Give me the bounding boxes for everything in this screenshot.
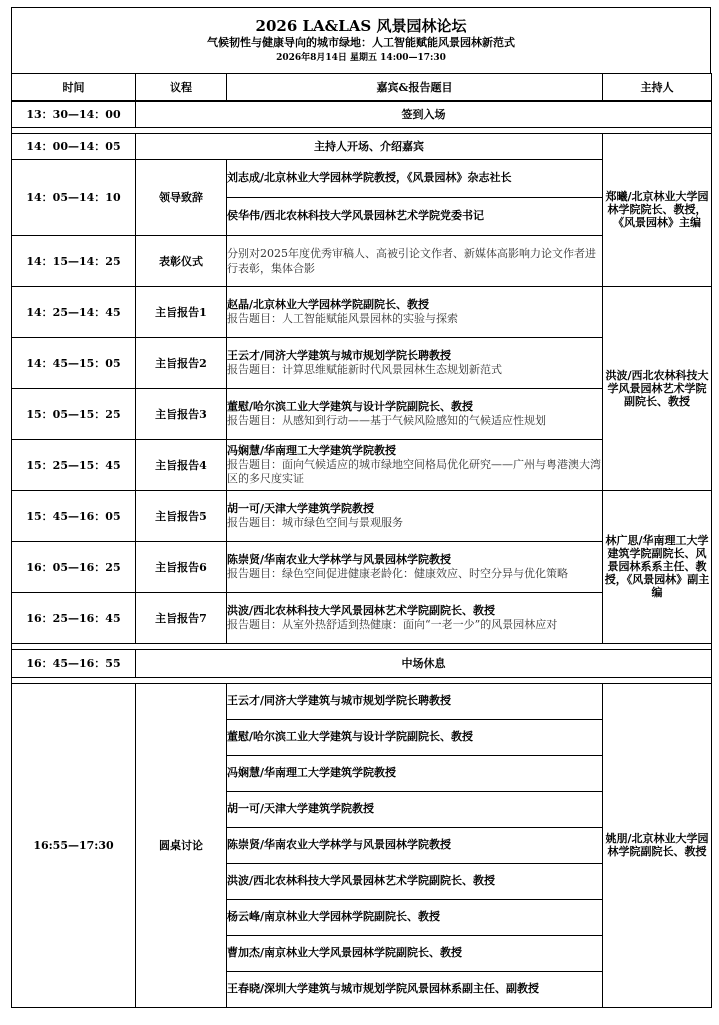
column-header-time: 时间 — [12, 74, 136, 102]
time-cell: 14：25—14：45 — [12, 286, 136, 337]
report-topic: 报告题目：面向气候适应的城市绿地空间格局优化研究——广州与粤港澳大湾区的多尺度实证 — [227, 457, 601, 485]
guest-name: 胡一可/天津大学建筑学院教授 — [227, 802, 375, 815]
agenda-cell: 主旨报告6 — [136, 541, 227, 592]
table-row — [12, 286, 712, 337]
table-row — [12, 133, 712, 159]
time-cell: 16:55—17:30 — [12, 683, 136, 1007]
schedule-table — [11, 73, 712, 1008]
checkin-cell: 签到入场 — [136, 101, 712, 127]
guest-name: 曹加杰/南京林业大学风景园林学院副院长、教授 — [227, 946, 463, 959]
forum-datetime: 2026年8月14日 星期五 14:00—17:30 — [276, 53, 446, 63]
table-row — [12, 649, 712, 677]
forum-subtitle: 气候韧性与健康导向的城市绿地：人工智能赋能风景园林新范式 — [207, 36, 515, 49]
guest-cell — [227, 863, 603, 899]
guest-cell — [227, 439, 603, 490]
guest-cell — [227, 683, 603, 719]
time-cell: 15：25—15：45 — [12, 439, 136, 490]
table-row — [12, 101, 712, 127]
column-header-host: 主持人 — [603, 74, 712, 102]
guest-cell — [227, 337, 603, 388]
agenda-cell: 主旨报告3 — [136, 388, 227, 439]
guest-cell — [227, 388, 603, 439]
time-cell: 16：05—16：25 — [12, 541, 136, 592]
time-cell: 13：30—14：00 — [12, 101, 136, 127]
guest-name: 侯华伟/西北农林科技大学风景园林艺术学院党委书记 — [227, 209, 485, 222]
guest-name: 胡一可/天津大学建筑学院教授 — [227, 501, 375, 515]
guest-cell — [227, 719, 603, 755]
break-cell: 中场休息 — [136, 649, 712, 677]
award-description: 分别对2025年度优秀审稿人、高被引论文作者、新媒体高影响力论文作者进行表彰，集体合影 — [227, 246, 596, 275]
guest-name: 冯娴慧/华南理工大学建筑学院教授 — [227, 766, 397, 779]
time-cell: 16：25—16：45 — [12, 592, 136, 643]
agenda-cell: 表彰仪式 — [136, 235, 227, 286]
host-cell: 洪波/西北农林科技大学风景园林艺术学院副院长、教授 — [603, 286, 712, 490]
time-cell: 15：45—16：05 — [12, 490, 136, 541]
agenda-cell: 主旨报告1 — [136, 286, 227, 337]
host-cell: 姚朋/北京林业大学园林学院副院长、教授 — [603, 683, 712, 1007]
report-topic: 报告题目：从室外热舒适到热健康：面向“一老一少”的风景园林应对 — [227, 617, 558, 631]
table-row — [12, 683, 712, 719]
guest-cell — [227, 935, 603, 971]
host-cell: 林广思/华南理工大学建筑学院副院长、风景园林系系主任、教授，《风景园林》副主编 — [603, 490, 712, 643]
guest-name: 王春晓/深圳大学建筑与城市规划学院风景园林系副主任、副教授 — [227, 982, 540, 995]
column-header-guest: 嘉宾&报告题目 — [227, 74, 603, 102]
guest-name: 冯娴慧/华南理工大学建筑学院教授 — [227, 443, 397, 457]
report-topic: 报告题目：人工智能赋能风景园林的实验与探索 — [227, 311, 458, 325]
agenda-cell: 主旨报告5 — [136, 490, 227, 541]
guest-cell — [227, 286, 603, 337]
guest-name: 洪波/西北农林科技大学风景园林艺术学院副院长、教授 — [227, 603, 496, 617]
guest-name: 董慰/哈尔滨工业大学建筑与设计学院副院长、教授 — [227, 399, 474, 413]
report-topic: 报告题目：从感知到行动——基于气候风险感知的气候适应性规划 — [227, 413, 546, 427]
guest-cell — [227, 235, 603, 286]
forum-title: 2026 LA&LAS 风景园林论坛 — [255, 17, 467, 35]
time-cell: 14：45—15：05 — [12, 337, 136, 388]
guest-cell — [227, 490, 603, 541]
guest-name: 杨云峰/南京林业大学园林学院副院长、教授 — [227, 910, 441, 923]
agenda-cell: 主旨报告7 — [136, 592, 227, 643]
host-cell: 郑曦/北京林业大学园林学院院长、教授，《风景园林》主编 — [603, 133, 712, 286]
time-cell: 15：05—15：25 — [12, 388, 136, 439]
header-box — [11, 7, 711, 73]
agenda-cell: 领导致辞 — [136, 159, 227, 235]
guest-cell — [227, 899, 603, 935]
guest-name: 董慰/哈尔滨工业大学建筑与设计学院副院长、教授 — [227, 730, 474, 743]
time-cell: 16：45—16：55 — [12, 649, 136, 677]
time-cell: 14：00—14：05 — [12, 133, 136, 159]
report-topic: 报告题目：计算思维赋能新时代风景园林生态规划新范式 — [227, 362, 502, 376]
report-topic: 报告题目：城市绿色空间与景观服务 — [227, 515, 403, 529]
guest-cell — [227, 541, 603, 592]
report-topic: 报告题目：绿色空间促进健康老龄化：健康效应、时空分异与优化策略 — [227, 566, 568, 580]
guest-name: 王云才/同济大学建筑与城市规划学院长聘教授 — [227, 348, 452, 362]
opening-cell: 主持人开场、介绍嘉宾 — [136, 133, 603, 159]
agenda-cell: 主旨报告4 — [136, 439, 227, 490]
agenda-cell: 主旨报告2 — [136, 337, 227, 388]
guest-cell — [227, 755, 603, 791]
guest-cell — [227, 827, 603, 863]
agenda-document — [11, 7, 711, 1008]
guest-cell — [227, 159, 603, 197]
guest-name: 陈崇贤/华南农业大学林学与风景园林学院教授 — [227, 838, 452, 851]
guest-name: 赵晶/北京林业大学园林学院副院长、教授 — [227, 297, 430, 311]
time-cell: 14：05—14：10 — [12, 159, 136, 235]
agenda-cell: 圆桌讨论 — [136, 683, 227, 1007]
guest-cell — [227, 971, 603, 1007]
table-row — [12, 490, 712, 541]
guest-cell — [227, 791, 603, 827]
guest-cell — [227, 592, 603, 643]
guest-name: 洪波/西北农林科技大学风景园林艺术学院副院长、教授 — [227, 874, 496, 887]
guest-cell — [227, 197, 603, 235]
guest-name: 刘志成/北京林业大学园林学院教授，《风景园林》杂志社长 — [227, 171, 512, 184]
time-cell: 14：15—14：25 — [12, 235, 136, 286]
table-header-row — [12, 74, 712, 102]
guest-name: 陈崇贤/华南农业大学林学与风景园林学院教授 — [227, 552, 452, 566]
column-header-agenda: 议程 — [136, 74, 227, 102]
guest-name: 王云才/同济大学建筑与城市规划学院长聘教授 — [227, 694, 452, 707]
